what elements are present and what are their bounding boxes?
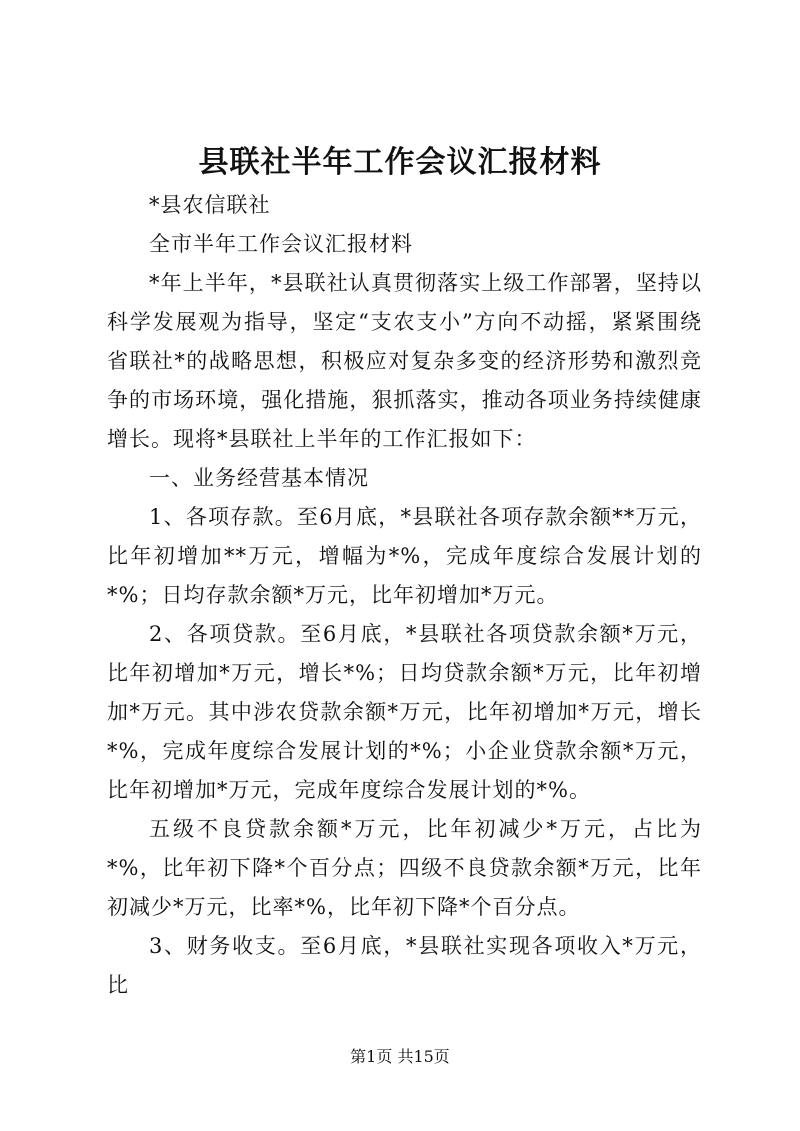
paragraph-deposits: 1、各项存款。至6月底，*县联社各项存款余额**万元，比年初增加**万元，增幅为*%，完成年度综合发展计划的*%；日均存款余额*万元，比年初增加*万元。 [107,505,702,607]
document-body [107,186,702,1005]
paragraph-bad-loans: 五级不良贷款余额*万元，比年初减少*万元，占比为*%，比年初下降*个百分点；四级不良贷款余额*万元，比年初减少*万元，比率*%，比年初下降*个百分点。 [107,817,702,919]
paragraph-subtitle: 全市半年工作会议汇报材料 [149,232,413,256]
section-heading-business: 一、业务经营基本情况 [149,466,369,490]
page-footer: 第1页 共15页 [350,1047,450,1066]
paragraph-organization: *县农信联社 [149,193,271,217]
paragraph-loans: 2、各项贷款。至6月底，*县联社各项贷款余额*万元，比年初增加*万元，增长*%；日均贷款余额*万元，比年初增加*万元。其中涉农贷款余额*万元，比年初增加*万元，增长*%，完成年度综合发展计划的*%；小企业贷款余额*万元，比年初增加*万元，完成年度综合发展计划的*%。 [107,622,702,802]
document-title: 县联社半年工作会议汇报材料 [198,145,602,180]
paragraph-finance: 3、财务收支。至6月底，*县联社实现各项收入*万元，比 [107,934,702,997]
paragraph-intro: *年上半年，*县联社认真贯彻落实上级工作部署，坚持以科学发展观为指导，坚定“支农支小”方向不动摇，紧紧围绕省联社*的战略思想，积极应对复杂多变的经济形势和激烈竞争的市场环境，强化措施，狠抓落实，推动各项业务持续健康增长。现将*县联社上半年的工作汇报如下： [107,271,702,451]
